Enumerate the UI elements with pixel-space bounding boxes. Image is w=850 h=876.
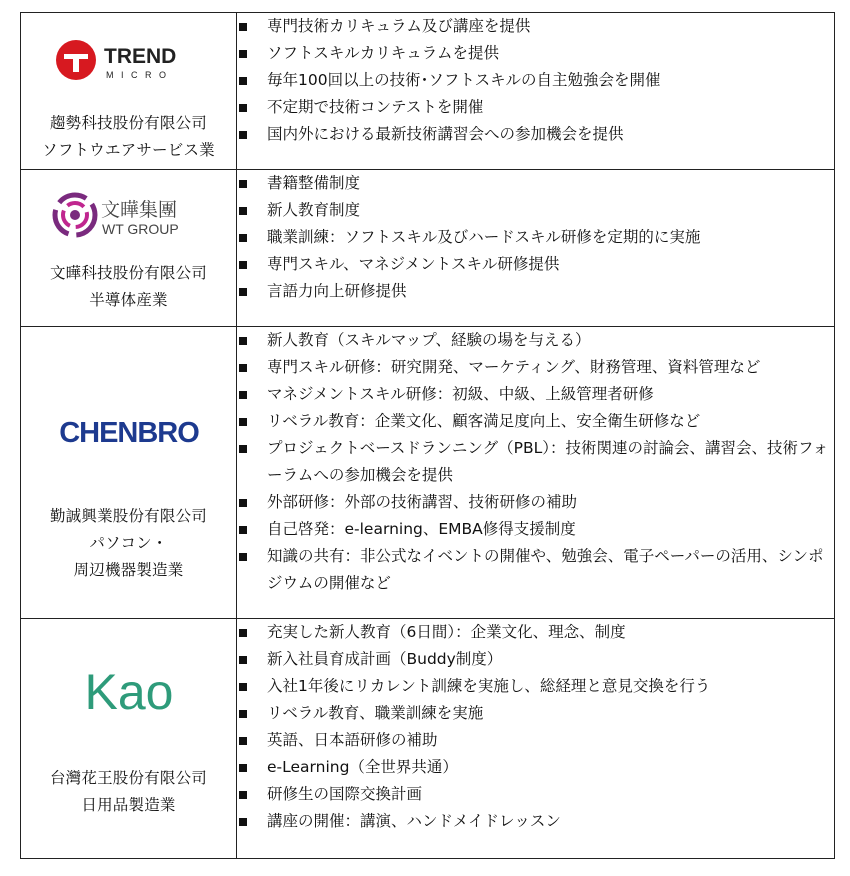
list-item: 言語力向上研修提供 — [237, 278, 834, 305]
industry-label: 半導体産業 — [89, 291, 168, 309]
list-item: 講座の開催：講演、ハンドメイドレッスン — [237, 808, 834, 835]
list-item: 新入社員育成計画（Buddy制度） — [237, 646, 834, 673]
list-item: 入社1年後にリカレント訓練を実施し、総経理と意見交換を行う — [237, 673, 834, 700]
table-row — [21, 327, 835, 619]
logo-text-wt-group: WT GROUP — [101, 221, 179, 237]
list-item: 不定期で技術コンテストを開催 — [237, 94, 834, 121]
list-item: 新人教育制度 — [237, 197, 834, 224]
wt-group-logo — [21, 188, 236, 242]
industry-label: パソコン・ — [89, 534, 168, 552]
company-cell — [21, 170, 237, 327]
list-item: 英語、日本語研修の補助 — [237, 727, 834, 754]
list-item: マネジメントスキル研修：初級、中級、上級管理者研修 — [237, 381, 834, 408]
list-item: リベラル教育、職業訓練を実施 — [237, 700, 834, 727]
list-item: 専門技術カリキュラム及び講座を提供 — [237, 13, 834, 40]
training-list-cell — [237, 170, 835, 327]
list-item: 毎年100回以上の技術･ソフトスキルの自主勉強会を開催 — [237, 67, 834, 94]
list-item: 専門スキル研修：研究開発、マーケティング、財務管理、資料管理など — [237, 354, 834, 381]
list-item: ソフトスキルカリキュラムを提供 — [237, 40, 834, 67]
chenbro-logo — [21, 413, 236, 449]
industry-label: 日用品製造業 — [81, 796, 176, 814]
logo-text-chenbro: CHENBRO — [58, 417, 199, 449]
list-item: e-Learning（全世界共通） — [237, 754, 834, 781]
wt-group-logo-mark — [49, 188, 209, 242]
kao-logo — [21, 663, 236, 723]
company-cell — [21, 619, 237, 859]
kao-logo-mark — [49, 663, 209, 723]
list-item: 国内外における最新技術講習会への参加機会を提供 — [237, 121, 834, 148]
chenbro-logo-mark — [49, 413, 209, 449]
table-row — [21, 170, 835, 327]
company-name: 文曄科技股份有限公司 — [49, 264, 207, 282]
logo-text-trend: TREND — [103, 45, 176, 68]
company-cell — [21, 327, 237, 619]
company-cell — [21, 13, 237, 170]
list-item: 新人教育（スキルマップ、経験の場を与える） — [237, 327, 834, 354]
industry-label: 周辺機器製造業 — [73, 561, 184, 579]
company-name: 台灣花王股份有限公司 — [49, 769, 207, 787]
list-item: 専門スキル、マネジメントスキル研修提供 — [237, 251, 834, 278]
list-item: 書籍整備制度 — [237, 170, 834, 197]
list-item: 充実した新人教育（6日間）：企業文化、理念、制度 — [237, 619, 834, 646]
training-list-cell — [237, 13, 835, 170]
trend-micro-logo-mark — [54, 35, 204, 85]
list-item: リベラル教育：企業文化、顧客満足度向上、安全衛生研修など — [237, 408, 834, 435]
training-list-cell — [237, 619, 835, 859]
trend-micro-logo — [21, 35, 236, 85]
logo-text-micro: MICRO — [105, 70, 173, 80]
logo-text-chinese: 文曄集團 — [100, 199, 177, 221]
company-training-table — [20, 12, 835, 859]
list-item: 自己啓発：e-learning、EMBA修得支援制度 — [237, 516, 834, 543]
list-item: 職業訓練：ソフトスキル及びハードスキル研修を定期的に実施 — [237, 224, 834, 251]
training-list-cell — [237, 327, 835, 619]
table-row — [21, 619, 835, 859]
logo-text-kao: Kao — [84, 664, 173, 720]
table-row — [21, 13, 835, 170]
list-item: 研修生の国際交換計画 — [237, 781, 834, 808]
company-name: 勤誠興業股份有限公司 — [49, 507, 207, 525]
company-name: 趨勢科技股份有限公司 — [49, 114, 207, 132]
list-item: プロジェクトベースドランニング（PBL）：技術関連の討論会、講習会、技術フォーラムへの参加機会を提供 — [237, 435, 834, 489]
list-item: 知識の共有：非公式なイベントの開催や、勉強会、電子ペーパーの活用、シンポジウムの開催など — [237, 543, 834, 597]
list-item: 外部研修：外部の技術講習、技術研修の補助 — [237, 489, 834, 516]
industry-label: ソフトウエアサービス業 — [42, 141, 215, 159]
